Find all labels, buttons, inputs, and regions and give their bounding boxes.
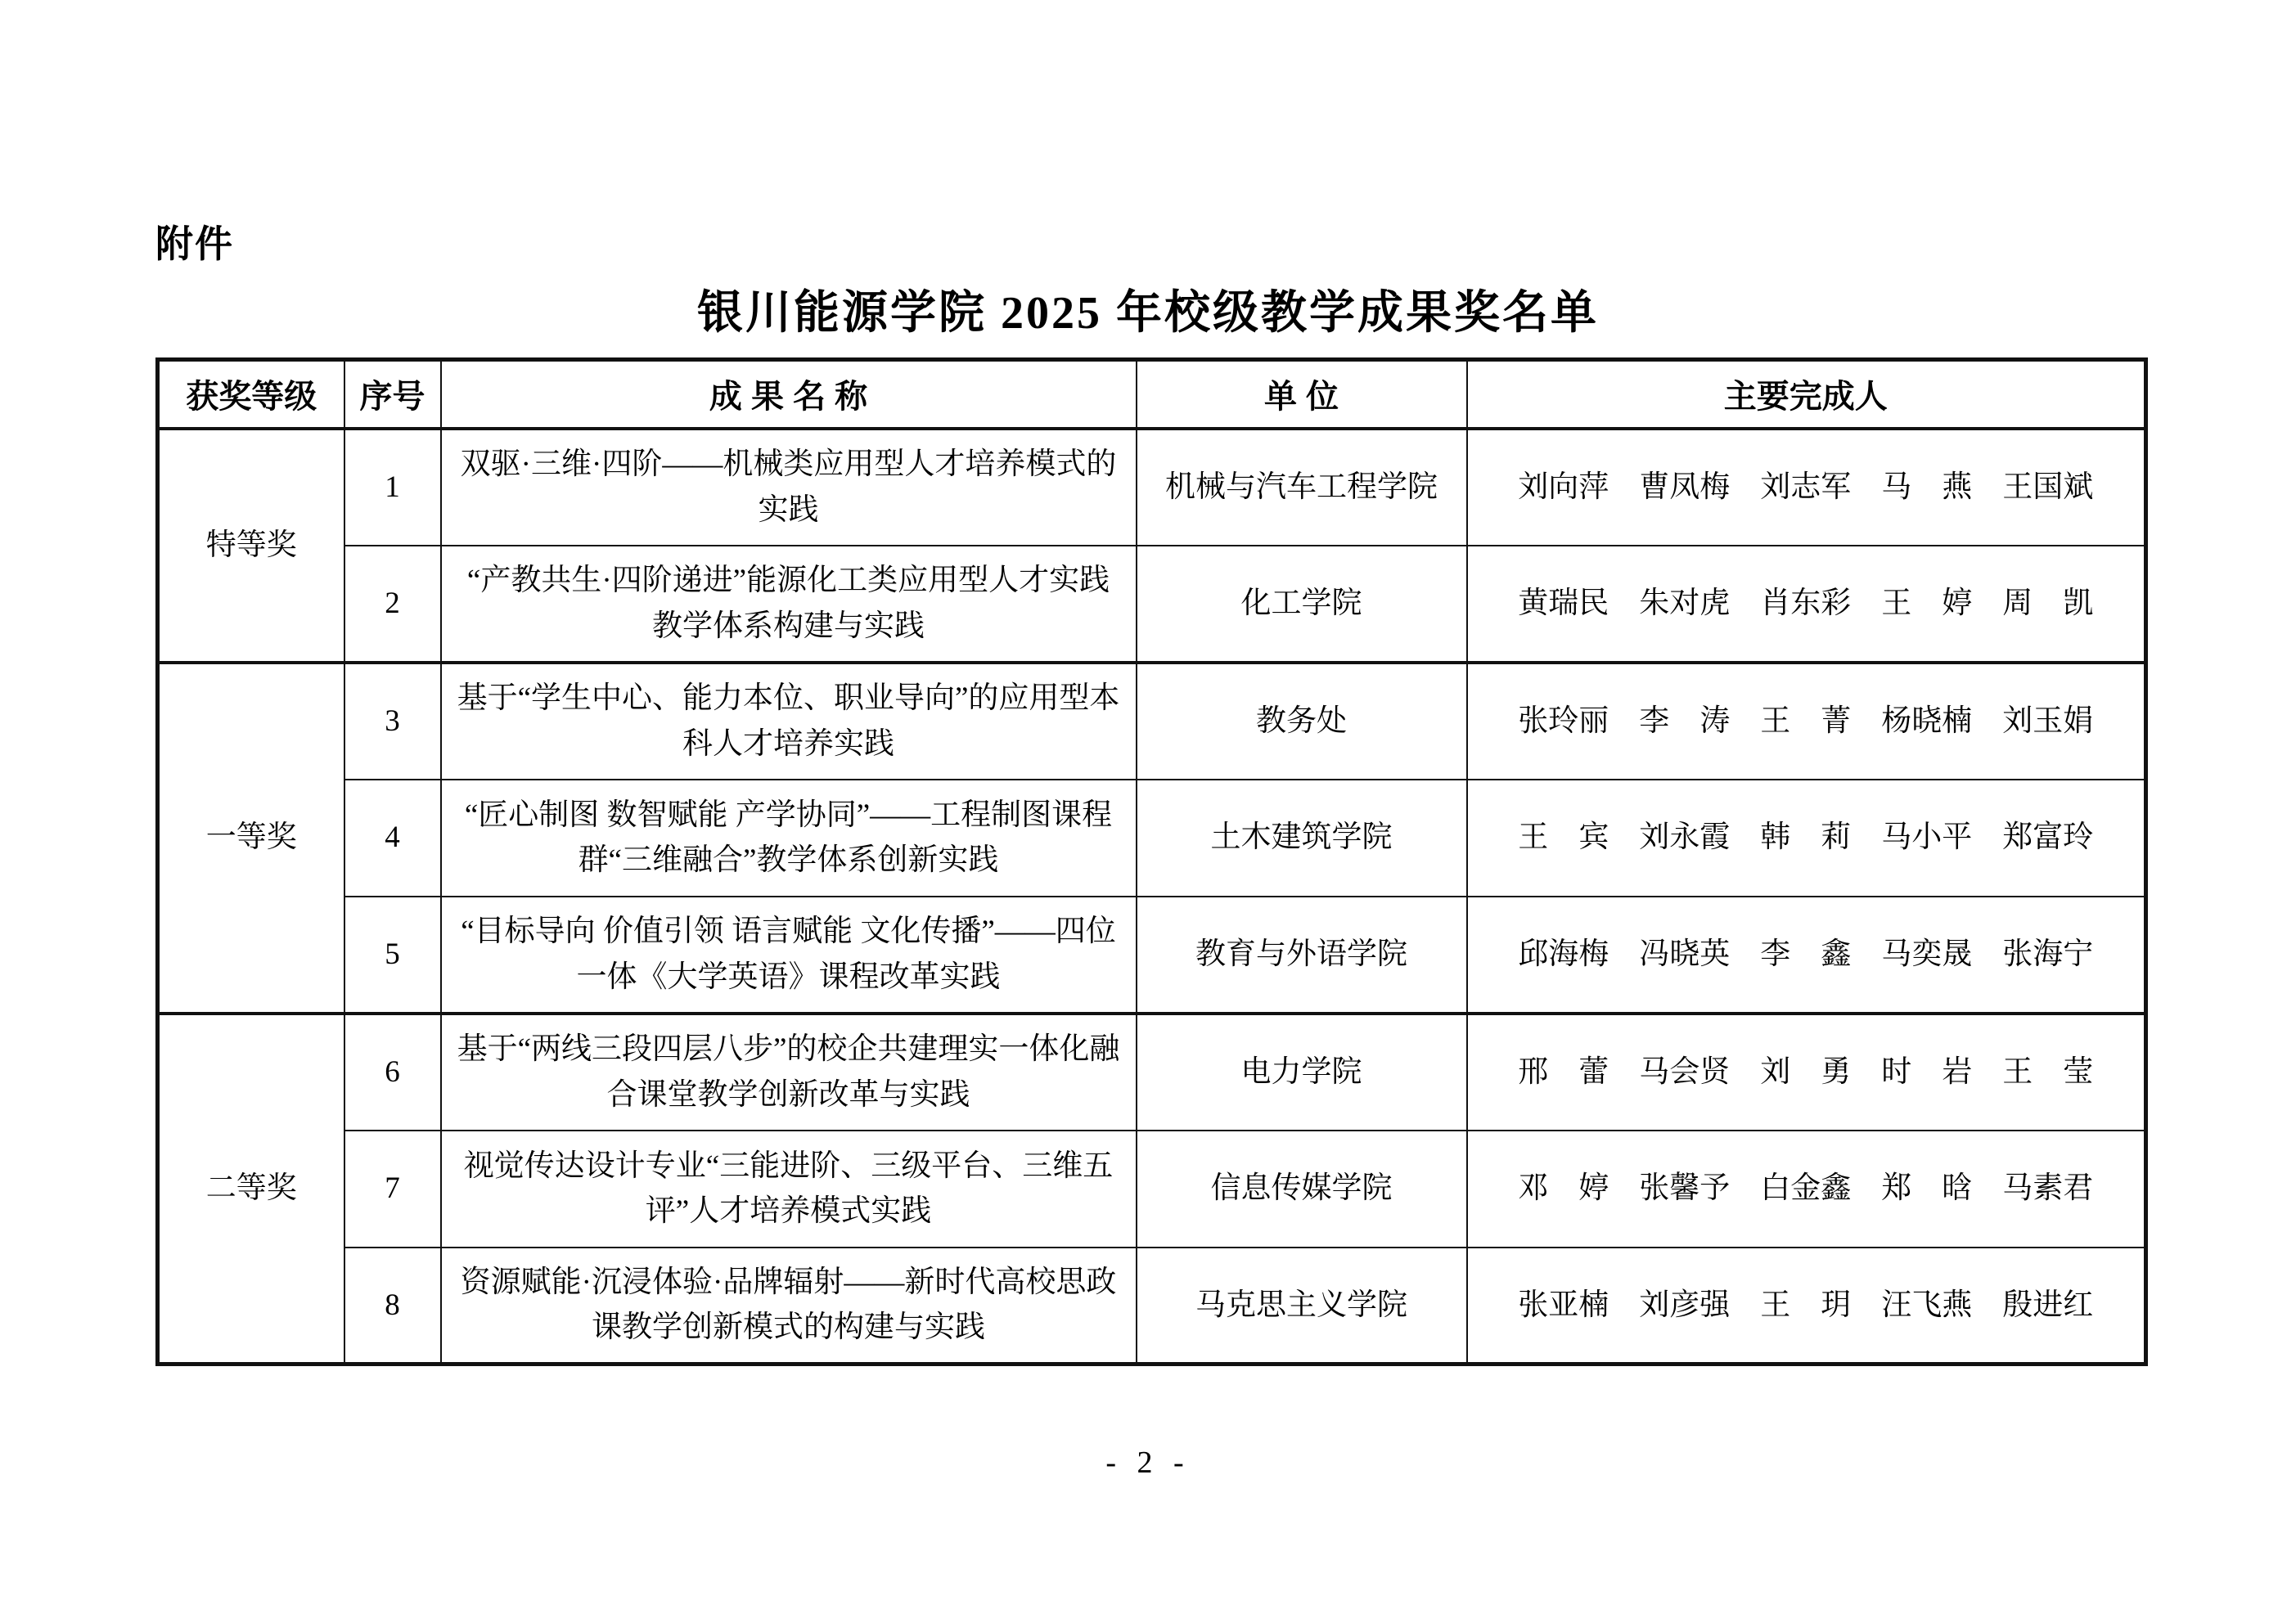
serial-cell: 7	[344, 1131, 441, 1248]
table-row	[158, 1131, 2146, 1248]
people-cell: 张亚楠 刘彦强 王 玥 汪飞燕 殷进红	[1467, 1248, 2146, 1364]
table-row	[158, 546, 2146, 663]
page-number: - 2 -	[1105, 1445, 1191, 1480]
achievement-name-cell: 基于“两线三段四层八步”的校企共建理实一体化融合课堂教学创新改革与实践	[441, 1014, 1137, 1131]
people-cell: 邢 蕾 马会贤 刘 勇 时 岩 王 莹	[1467, 1014, 2146, 1131]
table-row	[158, 897, 2146, 1014]
award-level-cell-second: 二等奖	[158, 1014, 344, 1364]
col-header-serial: 序号	[344, 360, 441, 429]
table-row	[158, 780, 2146, 897]
people-cell: 张玲丽 李 涛 王 菁 杨晓楠 刘玉娟	[1467, 663, 2146, 780]
achievement-name-cell: 基于“学生中心、能力本位、职业导向”的应用型本科人才培养实践	[441, 663, 1137, 780]
serial-cell: 2	[344, 546, 441, 663]
unit-cell: 化工学院	[1137, 546, 1467, 663]
table-header-row	[158, 360, 2146, 429]
unit-cell: 信息传媒学院	[1137, 1131, 1467, 1248]
table-row	[158, 429, 2146, 546]
serial-cell: 4	[344, 780, 441, 897]
serial-cell: 5	[344, 897, 441, 1014]
table-row	[158, 1248, 2146, 1364]
unit-cell: 教务处	[1137, 663, 1467, 780]
unit-cell: 电力学院	[1137, 1014, 1467, 1131]
award-level-cell-first: 一等奖	[158, 663, 344, 1014]
achievement-name-cell: “匠心制图 数智赋能 产学协同”——工程制图课程群“三维融合”教学体系创新实践	[441, 780, 1137, 897]
serial-cell: 8	[344, 1248, 441, 1364]
table-row	[158, 1014, 2146, 1131]
people-cell: 黄瑞民 朱对虎 肖东彩 王 婷 周 凯	[1467, 546, 2146, 663]
achievement-name-cell: 视觉传达设计专业“三能进阶、三级平台、三维五评”人才培养模式实践	[441, 1131, 1137, 1248]
serial-cell: 6	[344, 1014, 441, 1131]
people-cell: 邓 婷 张馨予 白金鑫 郑 晗 马素君	[1467, 1131, 2146, 1248]
unit-cell: 机械与汽车工程学院	[1137, 429, 1467, 546]
people-cell: 刘向萍 曹凤梅 刘志军 马 燕 王国斌	[1467, 429, 2146, 546]
people-cell: 王 宾 刘永霞 韩 莉 马小平 郑富玲	[1467, 780, 2146, 897]
achievement-name-cell: 资源赋能·沉浸体验·品牌辐射——新时代高校思政课教学创新模式的构建与实践	[441, 1248, 1137, 1364]
serial-cell: 3	[344, 663, 441, 780]
col-header-unit: 单 位	[1137, 360, 1467, 429]
table-row	[158, 663, 2146, 780]
achievement-name-cell: “产教共生·四阶递进”能源化工类应用型人才实践教学体系构建与实践	[441, 546, 1137, 663]
achievement-name-cell: 双驱·三维·四阶——机械类应用型人才培养模式的实践	[441, 429, 1137, 546]
col-header-achievement-name: 成 果 名 称	[441, 360, 1137, 429]
page-title: 银川能源学院 2025 年校级教学成果奖名单	[697, 288, 1599, 339]
achievement-name-cell: “目标导向 价值引领 语言赋能 文化传播”——四位一体《大学英语》课程改革实践	[441, 897, 1137, 1014]
awards-table	[155, 357, 2148, 1366]
unit-cell: 教育与外语学院	[1137, 897, 1467, 1014]
unit-cell: 土木建筑学院	[1137, 780, 1467, 897]
serial-cell: 1	[344, 429, 441, 546]
award-level-cell-special: 特等奖	[158, 429, 344, 663]
people-cell: 邱海梅 冯晓英 李 鑫 马奕晟 张海宁	[1467, 897, 2146, 1014]
col-header-main-contributors: 主要完成人	[1467, 360, 2146, 429]
col-header-award-level: 获奖等级	[158, 360, 344, 429]
unit-cell: 马克思主义学院	[1137, 1248, 1467, 1364]
attachment-label: 附件	[155, 223, 234, 265]
